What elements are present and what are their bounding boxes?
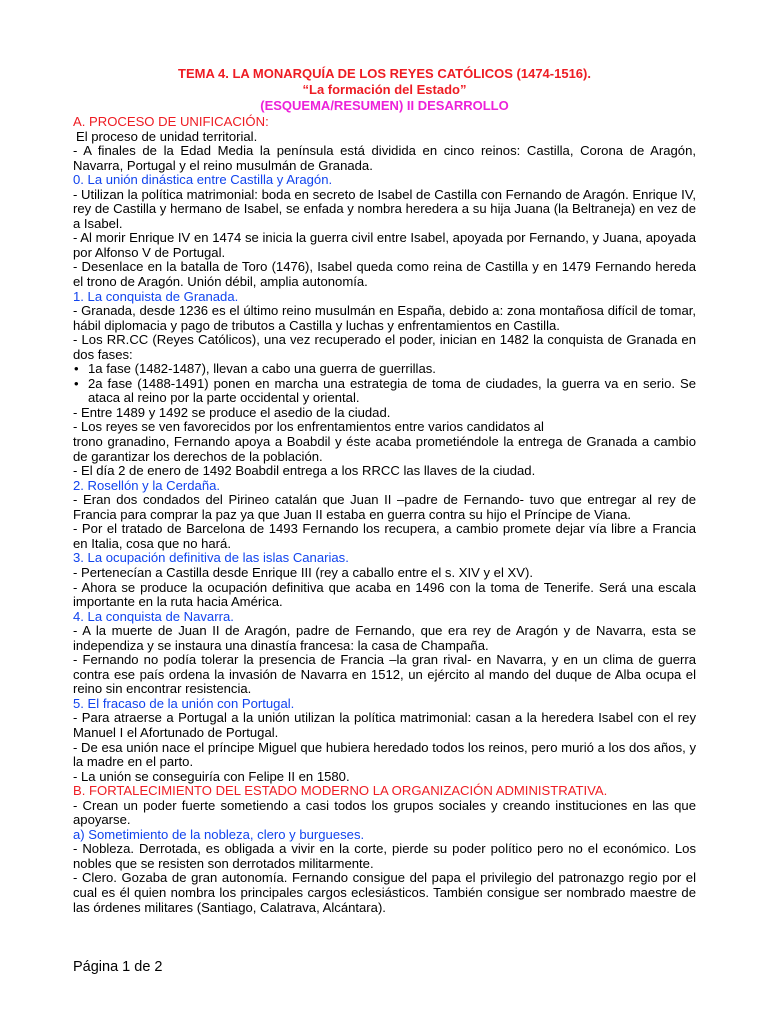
paragraph: - El día 2 de enero de 1492 Boabdil entrega a los RRCC las llaves de la ciudad. (73, 463, 536, 479)
paragraph: - Crean un poder fuerte sometiendo a casi todos los grupos sociales y creando instituciones en las que apoyarse. (73, 797, 696, 828)
paragraph: - Ahora se produce la ocupación definitiva que acaba en 1496 con la toma de Tenerife. Será una escala importante en la ruta hacia América. (73, 579, 696, 610)
paragraph: - Nobleza. Derrotada, es obligada a vivir en la corte, pierde su poder político pero no el económico. Los nobles que se resisten son derrotados militarmente. (73, 841, 696, 871)
section-a-title: A. PROCESO DE UNIFICACIÓN: (73, 114, 269, 129)
paragraph: - De esa unión nace el príncipe Miguel que hubiera heredado todos los reinos, pero murió a los dos años, y la madre en el parto. (73, 739, 696, 770)
bullet-text: 1a fase (1482-1487), llevan a cabo una guerra de guerrillas. (88, 361, 436, 377)
paragraph: - Pertenecían a Castilla desde Enrique III (rey a caballo entre el s. XIV y el XV). (73, 564, 533, 580)
bullet-text: 2a fase (1488-1491) ponen en marcha una estrategia de toma de ciudades, la guerra va en serio. Se ataca al reino por la parte occidental y oriental. (88, 375, 696, 406)
document-subtitle: “La formación del Estado” (302, 82, 467, 97)
bullet-icon: • (74, 361, 79, 377)
subsection-heading: 3. La ocupación definitiva de las islas Canarias. (73, 550, 349, 566)
paragraph: - A la muerte de Juan II de Aragón, padre de Fernando, que era rey de Aragón y de Navarra, esta se independiza y se instaura una dinastía francesa: la casa de Champaña. (73, 623, 696, 653)
paragraph: - La unión se conseguiría con Felipe II en 1580. (73, 768, 350, 784)
paragraph: - Desenlace en la batalla de Toro (1476), Isabel queda como reina de Castilla y en 1479 Fernando hereda el trono de Aragón. Unión débil, amplia autonomía. (73, 259, 696, 290)
paragraph: - Entre 1489 y 1492 se produce el asedio de la ciudad. (73, 404, 391, 420)
subsection-heading: 1. La conquista de Granada. (73, 288, 239, 304)
page-number: Página 1 de 2 (73, 959, 163, 975)
paragraph: - Al morir Enrique IV en 1474 se inicia la guerra civil entre Isabel, apoyada por Fernando, y Juana, apoyada por Alfonso V de Portugal. (73, 230, 696, 260)
document-body (73, 115, 696, 915)
paragraph: - Granada, desde 1236 es el último reino musulmán en España, debido a: zona montañosa difícil de tomar, hábil diplomacia y pago de tributos a Castilla y luchas y enfrentamientos en Castilla. (73, 303, 696, 333)
subsection-heading: 4. La conquista de Navarra. (73, 608, 234, 624)
document-subtitle-2: (ESQUEMA/RESUMEN) II DESARROLLO (260, 98, 509, 113)
bullet-item (73, 377, 696, 406)
paragraph: - Por el tratado de Barcelona de 1493 Fernando los recupera, a cambio promete dejar vía libre a Francia en Italia, cosa que no hará. (73, 521, 696, 551)
paragraph: - Clero. Gozaba de gran autonomía. Fernando consigue del papa el privilegio del patronazgo regio por el cual es él quien nombra los principales cargos eclesiásticos. También consigue ser nombrado maestre de las órdenes militares (Santiago, Calatrava, Alcántara). (73, 870, 696, 915)
paragraph: - A finales de la Edad Media la península está dividida en cinco reinos: Castilla, Corona de Aragón, Navarra, Portugal y el reino musulmán de Granada. (73, 143, 696, 173)
bullet-icon: • (74, 375, 79, 391)
paragraph: - Los reyes se ven favorecidos por los enfrentamientos entre varios candidatos al (73, 419, 544, 435)
section-b-title: B. FORTALECIMIENTO DEL ESTADO MODERNO LA ORGANIZACIÓN ADMINISTRATIVA. (73, 783, 608, 799)
subsection-heading: a) Sometimiento de la nobleza, clero y burgueses. (73, 826, 365, 842)
subsection-heading: 5. El fracaso de la unión con Portugal. (73, 695, 295, 711)
document-header (73, 66, 696, 114)
paragraph: - Eran dos condados del Pirineo catalán que Juan II –padre de Fernando- tuvo que entregar al rey de Francia para comprar la paz ya que Juan II estaba en guerra contra su hijo el Príncipe de Viana. (73, 492, 696, 522)
document-title: TEMA 4. LA MONARQUÍA DE LOS REYES CATÓLICOS (1474-1516). (178, 66, 591, 81)
paragraph: - Fernando no podía tolerar la presencia de Francia –la gran rival- en Navarra, y en un clima de guerra contra ese país ordena la invasión de Navarra en 1512, un ejército al mando del duque de Alba ocupa el reino sin encontrar resistencia. (73, 652, 696, 697)
paragraph: - Utilizan la política matrimonial: boda en secreto de Isabel de Castilla con Fernando de Aragón. Enrique IV, rey de Castilla y hermano de Isabel, se enfada y nombra heredera a su hija Juana (la Beltraneja) en vez de a Isabel. (73, 186, 696, 231)
paragraph: trono granadino, Fernando apoya a Boabdil y éste acaba prometiéndole la entrega de Granada a cambio de garantizar los derechos de la población. (73, 434, 696, 464)
subsection-heading: 2. Rosellón y la Cerdaña. (73, 477, 221, 493)
paragraph: El proceso de unidad territorial. (76, 128, 258, 144)
paragraph: - Los RR.CC (Reyes Católicos), una vez recuperado el poder, inician en 1482 la conquista de Granada en dos fases: (73, 332, 696, 362)
bullet-item (73, 362, 696, 377)
subsection-heading: 0. La unión dinástica entre Castilla y Aragón. (73, 172, 333, 188)
paragraph: - Para atraerse a Portugal a la unión utilizan la política matrimonial: casan a la heredera Isabel con el rey Manuel I el Afortunado de Portugal. (73, 710, 696, 740)
